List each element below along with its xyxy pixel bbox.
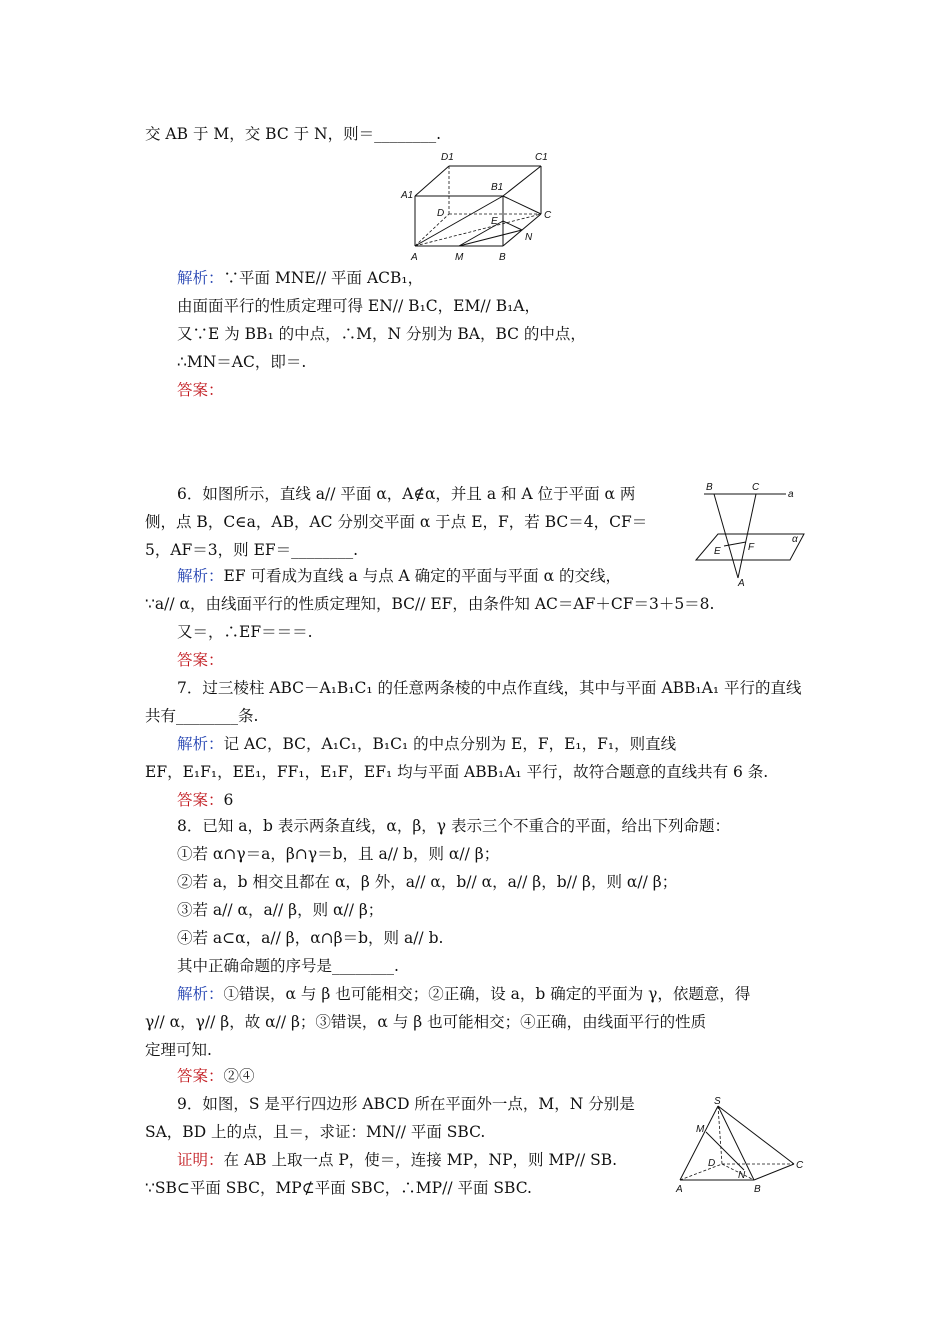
- label-B: B: [706, 482, 713, 493]
- edge-EN: [503, 221, 522, 230]
- label-alpha: α: [792, 534, 798, 545]
- q5-solution-line-4: ∴MN＝AC，即＝.: [177, 353, 307, 371]
- q8-proposition-3: ③若 a// α，a// β，则 α// β；: [177, 901, 384, 919]
- q8-solution-line-2: γ// α，γ// β，故 α// β；③错误，α 与 β 也可能相交；④正确，由线面平行的性质: [145, 1013, 707, 1031]
- q6-solution-line-2: ∵a// α，由线面平行的性质定理知，BC// EF，由条件知 AC＝AF＋CF＝3＋5＝8.: [145, 595, 715, 613]
- answer-value: ②④: [223, 1067, 255, 1085]
- q6-solution-line-3: 又＝，∴EF＝＝＝.: [177, 623, 313, 641]
- q8-proposition-2: ②若 a，b 相交且都在 α，β 外，a// α，b// α，a// β，b// β，则 α// β；: [177, 873, 678, 891]
- label-E: E: [714, 546, 721, 557]
- label-N: N: [525, 232, 533, 243]
- q6-answer-label: 答案：: [177, 651, 224, 669]
- label-E: E: [491, 216, 498, 227]
- label-A: A: [676, 1184, 683, 1195]
- q5-solution-line-2: 由面面平行的性质定理可得 EN// B₁C，EM// B₁A，: [177, 297, 540, 315]
- edge-SD-hidden: [718, 1106, 722, 1164]
- answer-label: 答案：: [177, 1067, 224, 1085]
- q8-proposition-4: ④若 a⊂α，a// β，α∩β＝b，则 a// b.: [177, 929, 444, 947]
- label-C: C: [752, 482, 760, 493]
- q8-answer-line: [177, 1066, 255, 1086]
- label-A: A: [738, 578, 745, 589]
- q9-question-line-1: 9．如图，S 是平行四边形 ABCD 所在平面外一点，M，N 分别是: [177, 1095, 635, 1113]
- label-A1: A1: [401, 190, 414, 201]
- label-C: C: [544, 210, 552, 221]
- edge-AD-hidden: [680, 1164, 722, 1180]
- segment-CA: [738, 494, 756, 578]
- solution-label: 解析：: [177, 985, 224, 1003]
- q5-answer-label: 答案：: [177, 381, 224, 399]
- solution-label: 解析：: [177, 269, 224, 287]
- q7-solution-line-2: EF，E₁F₁，EE₁，FF₁，E₁F，EF₁ 均与平面 ABB₁A₁ 平行，故符合题意的直线共有 6 条.: [145, 763, 769, 781]
- segment-BA: [714, 494, 738, 578]
- edge-BC: [754, 1164, 794, 1180]
- label-B: B: [754, 1184, 761, 1195]
- label-a: a: [788, 489, 794, 500]
- q5-question-line: 交 AB 于 M，交 BC 于 N，则＝________.: [145, 125, 442, 143]
- edge-SB: [718, 1106, 754, 1180]
- q7-question-line-1: 7．过三棱柱 ABC－A₁B₁C₁ 的任意两条棱的中点作直线，其中与平面 ABB₁A₁ 平行的直线: [177, 679, 802, 697]
- label-B: B: [499, 252, 506, 263]
- q5-solution-line-3: 又∵E 为 BB₁ 的中点，∴M，N 分别为 BA，BC 的中点，: [177, 325, 586, 343]
- label-D: D: [708, 1158, 716, 1169]
- label-M: M: [696, 1124, 705, 1135]
- q5-solution-line-1: 解析：∵平面 MNE// 平面 ACB₁，: [177, 269, 424, 287]
- q8-question-line-1: 8．已知 a，b 表示两条直线，α，β，γ 表示三个不重合的平面，给出下列命题：: [177, 817, 730, 835]
- label-D: D: [437, 208, 445, 219]
- edge-A1D1: [415, 166, 449, 196]
- proof-label: 证明：: [177, 1151, 224, 1169]
- q6-solution-line-1: 解析：EF 可看成为直线 a 与点 A 确定的平面与平面 α 的交线，: [177, 567, 621, 585]
- segment-EF: [724, 542, 746, 546]
- label-F: F: [748, 542, 755, 553]
- answer-label: 答案：: [177, 791, 224, 809]
- q8-proposition-1: ①若 α∩γ＝a，β∩γ＝b，且 a// b，则 α// β；: [177, 845, 500, 863]
- edge-B1C1: [503, 166, 541, 196]
- solution-label: 解析：: [177, 735, 224, 753]
- solution-label: 解析：: [177, 567, 224, 585]
- q9-pyramid-figure: [672, 1094, 812, 1196]
- q7-question-line-2: 共有________条.: [145, 707, 259, 725]
- q6-question-line-1: 6．如图所示，直线 a// 平面 α，A∉α，并且 a 和 A 位于平面 α 两: [177, 485, 636, 503]
- label-B1: B1: [491, 182, 504, 193]
- q6-question-line-3: 5，AF＝3，则 EF＝________.: [145, 541, 359, 559]
- edge-B1C: [503, 196, 541, 214]
- label-A: A: [411, 252, 418, 263]
- q8-solution-line-3: 定理可知.: [145, 1041, 212, 1059]
- q6-question-line-2: 侧，点 B，C∈a，AB，AC 分别交平面 α 于点 E，F，若 BC＝4，CF＝: [145, 513, 648, 531]
- q9-question-line-2: SA，BD 上的点，且＝，求证：MN// 平面 SBC.: [145, 1123, 486, 1141]
- q9-proof-line-1: 证明：在 AB 上取一点 P，使＝，连接 MP，NP，则 MP// SB.: [177, 1151, 618, 1169]
- q5-prism-figure: [395, 148, 555, 264]
- q7-answer-line: [177, 790, 233, 810]
- q8-solution-line-1: 解析：①错误，α 与 β 也可能相交；②正确，设 a，b 确定的平面为 γ，依题意，得: [177, 985, 751, 1003]
- label-N: N: [738, 1170, 746, 1181]
- q8-ask-line: 其中正确命题的序号是________.: [177, 957, 399, 975]
- label-D1: D1: [441, 152, 454, 163]
- q6-plane-figure: [694, 478, 814, 590]
- label-C1: C1: [535, 152, 548, 163]
- q9-proof-line-2: ∵SB⊂平面 SBC，MP⊄平面 SBC，∴MP// 平面 SBC.: [145, 1179, 532, 1197]
- label-S: S: [714, 1096, 721, 1107]
- q7-solution-line-1: 解析：记 AC，BC，A₁C₁，B₁C₁ 的中点分别为 E，F，E₁，F₁，则直线: [177, 735, 677, 753]
- label-C: C: [796, 1160, 804, 1171]
- label-M: M: [455, 252, 464, 263]
- answer-value: 6: [223, 791, 234, 809]
